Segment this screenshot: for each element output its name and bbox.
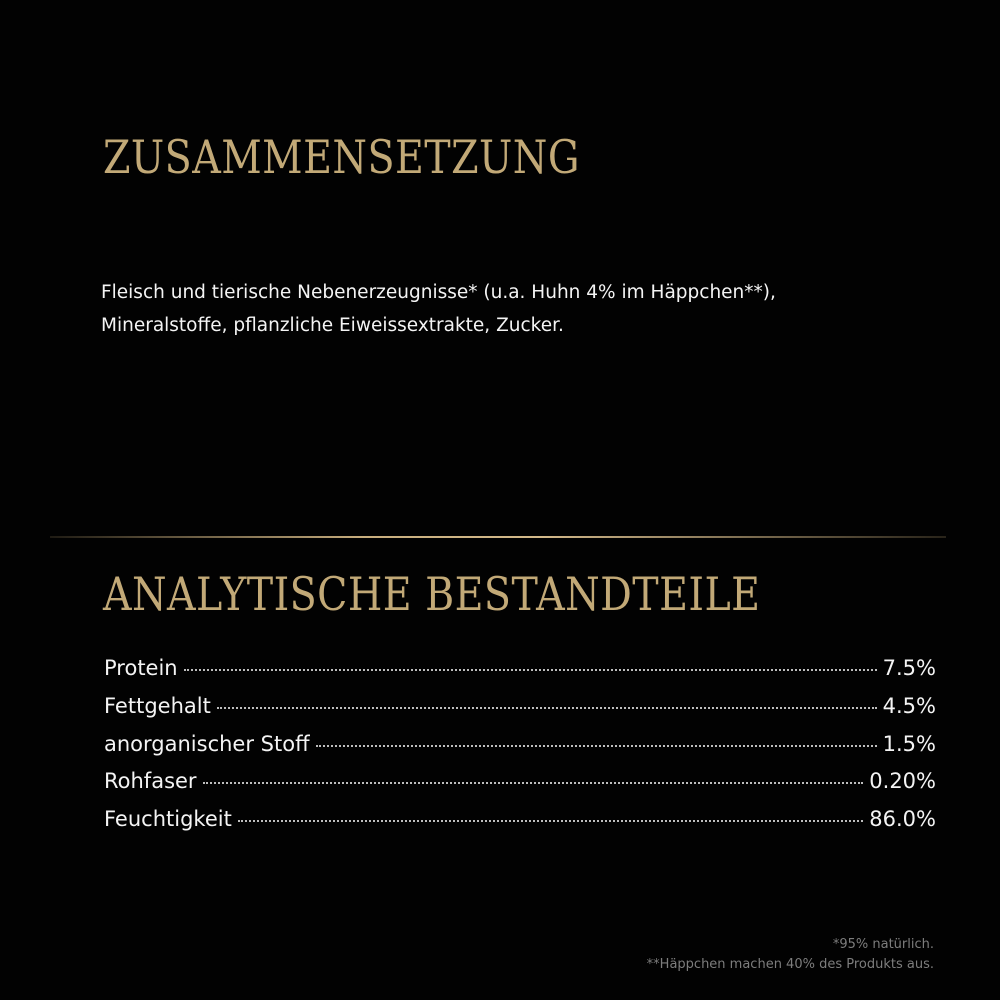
nutrient-value: 0.20% — [869, 769, 936, 794]
nutrient-value: 86.0% — [869, 807, 936, 831]
dot-leader — [217, 707, 877, 709]
nutrient-row-protein — [104, 656, 936, 694]
analytical-heading: ANALYTISCHE BESTANDTEILE — [103, 567, 761, 621]
nutrient-value: 1.5% — [882, 731, 936, 756]
nutrient-value: 7.5% — [882, 656, 936, 680]
nutrient-name: Protein — [104, 656, 178, 680]
nutrient-name: Fettgehalt — [104, 693, 211, 718]
dot-leader — [184, 669, 877, 671]
composition-line: Fleisch und tierische Nebenerzeugnisse* (u.a. Huhn 4% im Häppchen**), — [101, 282, 776, 303]
nutrient-value: 4.5% — [882, 693, 936, 718]
nutrient-name: Rohfaser — [104, 769, 197, 794]
nutrient-name: Feuchtigkeit — [104, 807, 232, 831]
nutrient-row-fat — [104, 694, 936, 732]
footnotes — [647, 935, 934, 975]
footnote: **Häppchen machen 40% des Produkts aus. — [646, 957, 934, 972]
dot-leader — [203, 782, 864, 784]
dot-leader — [238, 820, 863, 822]
gold-divider — [50, 536, 946, 538]
nutrient-row-fiber — [104, 769, 936, 807]
dot-leader — [316, 745, 877, 747]
composition-text — [101, 276, 901, 342]
nutrient-row-moisture — [104, 807, 936, 845]
composition-heading: ZUSAMMENSETZUNG — [103, 130, 580, 184]
composition-line: Mineralstoffe, pflanzliche Eiweissextrakte, Zucker. — [101, 315, 564, 336]
nutrient-table — [104, 656, 936, 845]
nutrient-name: anorganischer Stoff — [104, 731, 310, 756]
nutrient-row-ash — [104, 732, 936, 770]
footnote: *95% natürlich. — [832, 937, 934, 952]
